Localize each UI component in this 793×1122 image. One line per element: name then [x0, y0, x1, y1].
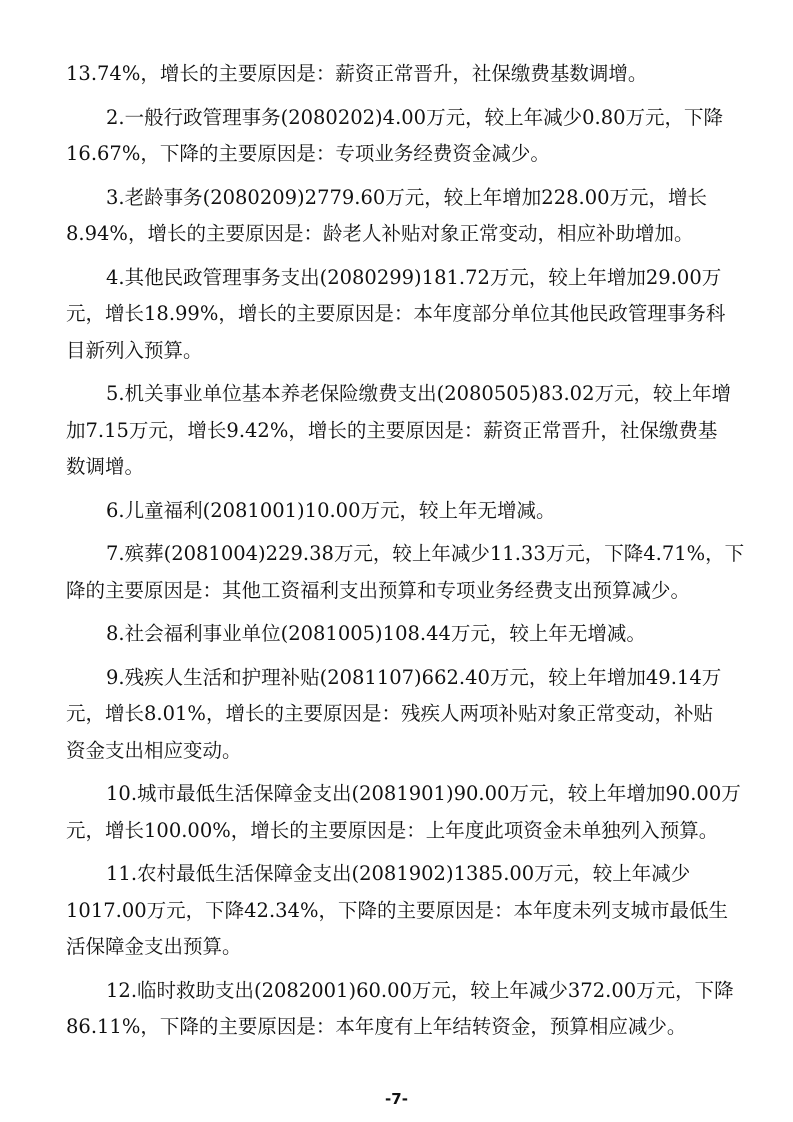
text-line: 8.社会福利事业单位(2081005)108.44万元，较上年无增减。: [106, 622, 646, 645]
text-line: 7.殡葬(2081004)229.38万元，较上年减少11.33万元，下降4.71%，下: [106, 542, 745, 565]
text-line: 降的主要原因是：其他工资福利支出预算和专项业务经费支出预算减少。: [66, 578, 691, 602]
text-line: 16.67%，下降的主要原因是：专项业务经费资金减少。: [66, 142, 550, 165]
text-line: 元，增长100.00%，增长的主要原因是：上年度此项资金未单独列入预算。: [66, 818, 719, 842]
paragraph: [66, 616, 728, 653]
paragraph: [66, 856, 728, 966]
text-line: 8.94%，增长的主要原因是：龄老人补贴对象正常变动，相应补助增加。: [66, 222, 694, 245]
paragraph: [66, 376, 731, 486]
text-line: 加7.15万元，增长9.42%，增长的主要原因是：薪资正常晋升，社保缴费基: [66, 418, 718, 442]
paragraph: [66, 180, 728, 253]
text-line: 5.机关事业单位基本养老保险缴费支出(2080505)83.02万元，较上年增: [106, 382, 731, 405]
page-number: -7-: [385, 1090, 408, 1108]
paragraph: [66, 660, 728, 770]
text-line: 3.老龄事务(2080209)2779.60万元，较上年增加228.00万元，增长: [106, 185, 708, 209]
text-line: 6.儿童福利(2081001)10.00万元，较上年无增减。: [106, 498, 556, 522]
text-line: 9.残疾人生活和护理补贴(2081107)662.40万元，较上年增加49.14万: [106, 665, 722, 689]
paragraph: [66, 493, 728, 530]
paragraph: [66, 56, 728, 93]
paragraph: [66, 776, 741, 849]
paragraph: [66, 536, 745, 609]
text-line: 4.其他民政管理事务支出(2080299)181.72万元，较上年增加29.00万: [106, 265, 722, 289]
paragraph: [66, 260, 728, 370]
text-line: 元，增长18.99%，增长的主要原因是：本年度部分单位其他民政管理事务科: [66, 302, 726, 325]
body-text: [66, 56, 745, 1053]
text-line: 12.临时救助支出(2082001)60.00万元，较上年减少372.00万元，下降: [106, 978, 734, 1002]
text-line: 2.一般行政管理事务(2080202)4.00万元，较上年减少0.80万元，下降: [106, 105, 724, 129]
text-line: 10.城市最低生活保障金支出(2081901)90.00万元，较上年增加90.00万: [106, 782, 741, 805]
text-line: 数调增。: [66, 455, 145, 478]
text-line: 目新列入预算。: [66, 338, 203, 362]
text-line: 11.农村最低生活保障金支出(2081902)1385.00万元，较上年减少: [106, 862, 691, 885]
text-line: 1017.00万元，下降42.34%，下降的主要原因是：本年度未列支城市最低生: [66, 898, 728, 922]
paragraph: [66, 973, 734, 1046]
text-line: 资金支出相应变动。: [66, 738, 242, 762]
text-line: 活保障金支出预算。: [66, 935, 242, 958]
paragraph: [66, 100, 728, 173]
text-line: 13.74%，增长的主要原因是：薪资正常晋升，社保缴费基数调增。: [66, 62, 648, 85]
text-line: 86.11%，下降的主要原因是：本年度有上年结转资金，预算相应减少。: [66, 1015, 687, 1038]
text-line: 元，增长8.01%，增长的主要原因是：残疾人两项补贴对象正常变动，补贴: [66, 702, 713, 725]
